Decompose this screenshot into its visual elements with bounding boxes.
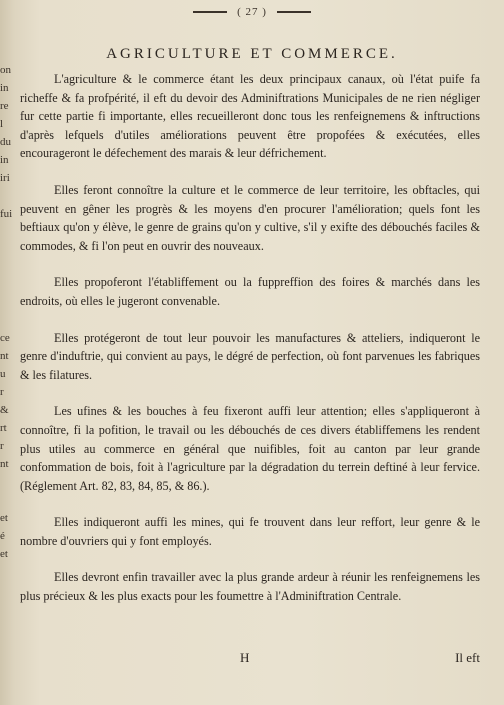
section-title: AGRICULTURE ET COMMERCE. [106, 46, 398, 62]
paragraph-territory: Elles feront connoître la culture et le commerce de leur territoire, les obftacles, qui peuvent en gêner les progrès & les moyens d'en procurer l'amélioration; quels font les beftiaux qu'on y élève, le genre de grains qu'on y cultive, s'il y exifte des débouchés faciles & commodes, & fi l'on peut en ouvrir des nouveaux. [20, 182, 480, 253]
gutter-fragment: nt [0, 350, 9, 362]
page-number: ( 27 ) [237, 6, 267, 18]
gutter-fragment: re [0, 100, 9, 112]
gutter-fragment: u [0, 368, 6, 380]
gutter-fragment: nt [0, 458, 9, 470]
gutter-fragment: in [0, 82, 9, 94]
header-rule-right [277, 11, 311, 13]
page-header [0, 6, 504, 18]
gutter-fragment: et [0, 512, 8, 524]
gutter-fragment: on [0, 64, 11, 76]
gutter-fragment: r [0, 386, 4, 398]
gutter-fragment: rt [0, 422, 7, 434]
paragraph-factories: Les ufines & les bouches à feu fixeront auffi leur attention; elles s'appliqueront à connoître, fi la pofition, le travail ou les débouchés de ces divers établiffemens les rendent plus utiles au commerce en général que nuifibles, foit au canton par leur grande confommation de bois, foit à l'agriculture par la dégradation du terrein deftiné à leur fervice. (Réglement Art. 82, 83, 84, 85, & 86.). [20, 404, 480, 493]
paragraph-mines: Elles indiqueront auffi les mines, qui fe trouvent dans leur reffort, leur genre & le nombre d'ouvriers qui y font employés. [20, 515, 480, 548]
paragraph-central-administration: Elles devront enfin travailler avec la plus grande ardeur à réunir les renfeignemens les plus précieux & les plus exacts pour les foumettre à l'Adminiftration Centrale. [20, 570, 480, 604]
gutter-fragment: l [0, 118, 4, 130]
gutter-fragment: in [0, 154, 9, 166]
gutter-fragment: et [0, 548, 8, 560]
gutter-fragment: fui [0, 208, 13, 220]
header-rule-left [193, 11, 227, 13]
paragraph-agriculture-commerce: L'agriculture & le commerce étant les deux principaux canaux, où l'état puife fa richeffe & fa profpérité, il eft du devoir des Adminiftrations Municipales de ne rien négliger fur cette partie fi importante, elles recueilleront donc tous les renfeignemens & inftructions d'après lefquels d'utiles améliorations peuvent être propofées & exécutées, elles encourageront le défechement des marais & leur défrichement. [20, 72, 480, 161]
gutter-fragment: iri [0, 172, 10, 184]
paragraph-manufactures: Elles protégeront de tout leur pouvoir les manufactures & atteliers, indiqueront le genre d'induftrie, qui convient au pays, le dégré de perfection, où font parvenues les fabriques & les filatures. [20, 330, 480, 382]
gutter-fragment: r [0, 440, 4, 452]
catchword: Il eft [455, 650, 480, 665]
gutter-fragment: ce [0, 332, 10, 344]
body-text [20, 70, 480, 624]
gutter-fragment: & [0, 404, 9, 416]
signature-mark: H [240, 650, 250, 665]
gutter-fragment: é [0, 530, 5, 542]
gutter-fragment: du [0, 136, 11, 148]
paragraph-fairs-markets: Elles propoferont l'établiffement ou la fuppreffion des foires & marchés dans les endroits, où elles le jugeront convenable. [20, 275, 480, 308]
